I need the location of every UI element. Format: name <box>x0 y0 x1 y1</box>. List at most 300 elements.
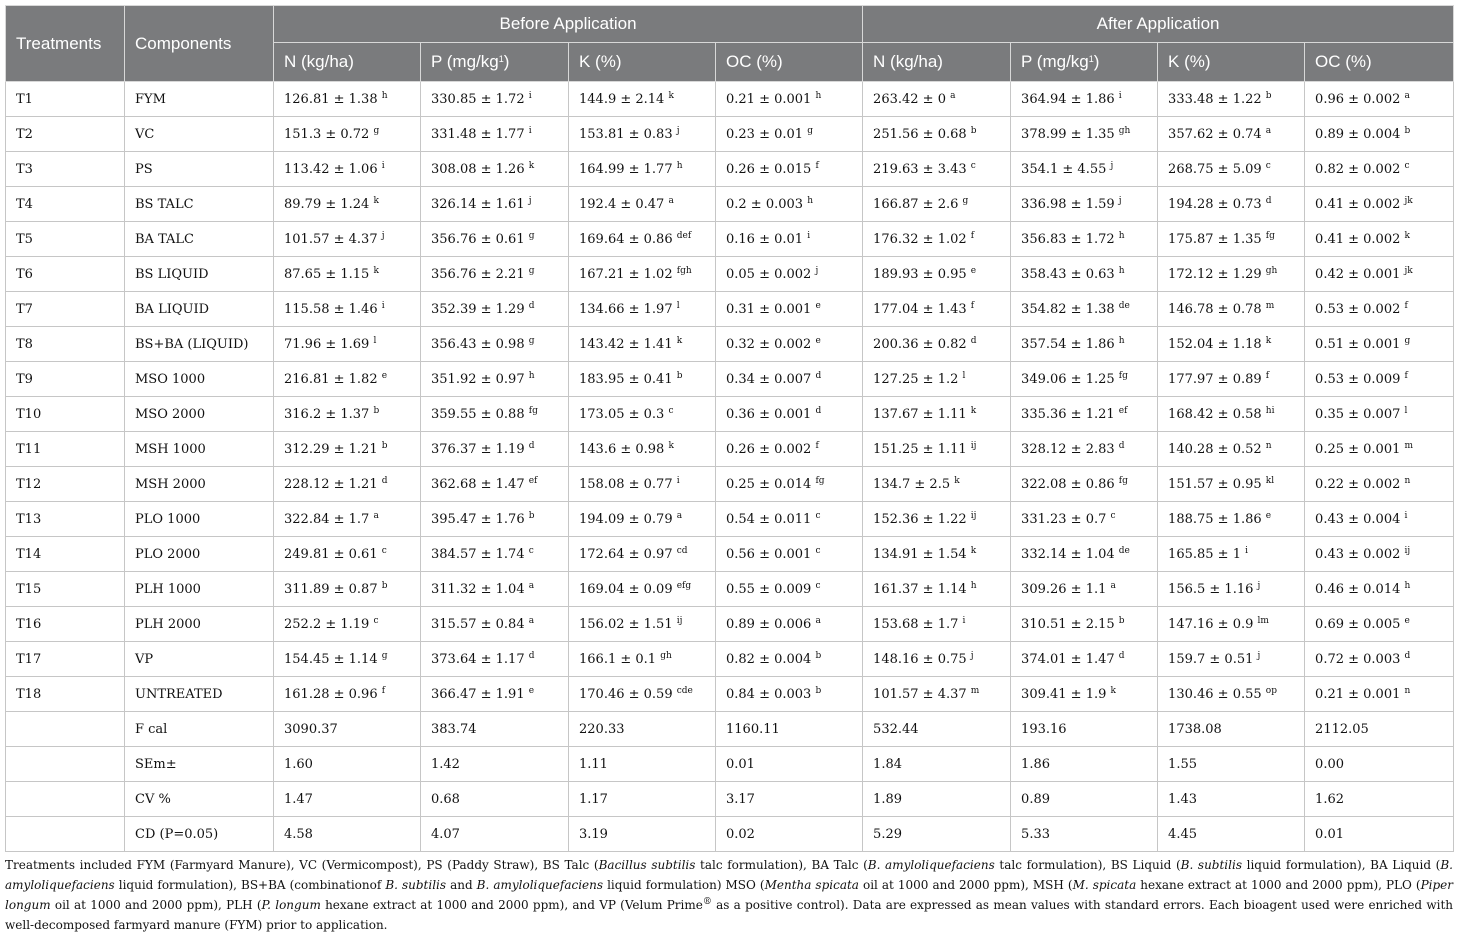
footnote-text: talc formulation), BA Talc ( <box>695 858 868 872</box>
after-k-cell <box>1158 537 1305 572</box>
significance-letter: jk <box>1404 195 1413 206</box>
before-k-cell <box>569 292 716 327</box>
significance-letter: n <box>1404 685 1411 696</box>
value: 315.57 ± 0.84 <box>431 616 525 632</box>
treatment-cell: T4 <box>6 187 125 222</box>
significance-letter: c <box>1404 160 1410 171</box>
significance-letter: i <box>381 300 385 311</box>
before-k-cell <box>569 432 716 467</box>
significance-letter: j <box>1257 650 1261 661</box>
before-oc-cell <box>716 607 863 642</box>
significance-letter: i <box>528 125 532 136</box>
value: 189.93 ± 0.95 <box>873 266 967 282</box>
before-n-cell <box>274 257 421 292</box>
significance-letter: d <box>1404 650 1411 661</box>
value: 0.82 ± 0.004 <box>726 651 812 667</box>
after-p-cell <box>1011 327 1158 362</box>
value: 156.02 ± 1.51 <box>579 616 673 632</box>
value: 0.23 ± 0.01 <box>726 126 804 142</box>
after-n-cell <box>863 362 1011 397</box>
significance-letter: n <box>1265 440 1272 451</box>
value: 336.98 ± 1.59 <box>1021 196 1115 212</box>
significance-letter: f <box>970 300 975 311</box>
value: 143.6 ± 0.98 <box>579 441 665 457</box>
footnote-species: B. amyloliquefaciens <box>5 858 1453 892</box>
before-k-cell <box>569 222 716 257</box>
significance-letter: def <box>676 230 692 241</box>
significance-letter: e <box>970 265 977 276</box>
before-oc-cell <box>716 327 863 362</box>
value: 330.85 ± 1.72 <box>431 91 525 107</box>
before-k-cell <box>569 362 716 397</box>
value: 170.46 ± 0.59 <box>579 686 673 702</box>
before-p-cell <box>421 397 569 432</box>
component-cell: MSO 1000 <box>125 362 274 397</box>
significance-letter: h <box>807 195 813 206</box>
after-oc-cell <box>1305 152 1454 187</box>
stats-value: 1.11 <box>569 747 716 782</box>
after-oc-cell <box>1305 572 1454 607</box>
table-row <box>6 537 1454 572</box>
value: 134.7 ± 2.5 <box>873 476 951 492</box>
significance-letter: efg <box>676 580 692 591</box>
significance-letter: i <box>1118 90 1122 101</box>
value: 0.56 ± 0.001 <box>726 546 812 562</box>
value: 0.43 ± 0.004 <box>1315 511 1401 527</box>
after-n-cell <box>863 642 1011 677</box>
significance-letter: f <box>381 685 386 696</box>
value: 101.57 ± 4.37 <box>873 686 967 702</box>
value: 183.95 ± 0.41 <box>579 371 673 387</box>
value: 0.21 ± 0.001 <box>726 91 812 107</box>
value: 0.46 ± 0.014 <box>1315 581 1401 597</box>
header-before-p <box>421 43 569 82</box>
value: 374.01 ± 1.47 <box>1021 651 1115 667</box>
significance-letter: i <box>1404 510 1408 521</box>
after-n-cell <box>863 432 1011 467</box>
before-oc-cell <box>716 362 863 397</box>
significance-letter: f <box>1265 370 1270 381</box>
significance-letter: ij <box>970 510 977 521</box>
value: 311.32 ± 1.04 <box>431 581 525 597</box>
header-p-close: ) <box>503 52 510 71</box>
before-n-cell <box>274 292 421 327</box>
value: 0.26 ± 0.015 <box>726 161 812 177</box>
stats-value: 0.01 <box>716 747 863 782</box>
significance-letter: c <box>528 545 534 556</box>
footnote-text: oil at 1000 and 2000 ppm), PLH ( <box>50 898 262 912</box>
value: 359.55 ± 0.88 <box>431 406 525 422</box>
value: 177.04 ± 1.43 <box>873 301 967 317</box>
before-k-cell <box>569 397 716 432</box>
value: 166.1 ± 0.1 <box>579 651 657 667</box>
footnote-text: talc formulation), BS Liquid ( <box>994 858 1181 872</box>
value: 194.28 ± 0.73 <box>1168 196 1262 212</box>
treatment-cell: T18 <box>6 677 125 712</box>
component-cell: BA TALC <box>125 222 274 257</box>
stats-value: 3090.37 <box>274 712 421 747</box>
significance-letter: fg <box>1118 475 1128 486</box>
stats-value: 1.47 <box>274 782 421 817</box>
before-p-cell <box>421 257 569 292</box>
before-oc-cell <box>716 117 863 152</box>
after-p-cell <box>1011 362 1158 397</box>
value: 130.46 ± 0.55 <box>1168 686 1262 702</box>
after-p-cell <box>1011 502 1158 537</box>
component-cell: BS LIQUID <box>125 257 274 292</box>
value: 0.53 ± 0.009 <box>1315 371 1401 387</box>
significance-letter: l <box>962 370 966 381</box>
stats-value: 1.84 <box>863 747 1011 782</box>
before-n-cell <box>274 432 421 467</box>
after-p-cell <box>1011 292 1158 327</box>
before-n-cell <box>274 677 421 712</box>
after-k-cell <box>1158 467 1305 502</box>
table-row <box>6 362 1454 397</box>
value: 395.47 ± 1.76 <box>431 511 525 527</box>
significance-letter: j <box>1110 160 1114 171</box>
after-k-cell <box>1158 257 1305 292</box>
component-cell: VP <box>125 642 274 677</box>
before-oc-cell <box>716 572 863 607</box>
significance-letter: i <box>962 615 966 626</box>
significance-letter: gh <box>1118 125 1131 136</box>
stats-row <box>6 712 1454 747</box>
header-p-superscript: 1 <box>498 54 504 64</box>
significance-letter: k <box>373 195 379 206</box>
after-n-cell <box>863 537 1011 572</box>
value: 326.14 ± 1.61 <box>431 196 525 212</box>
treatment-cell: T13 <box>6 502 125 537</box>
before-n-cell <box>274 362 421 397</box>
significance-letter: m <box>1404 440 1414 451</box>
value: 156.5 ± 1.16 <box>1168 581 1254 597</box>
value: 364.94 ± 1.86 <box>1021 91 1115 107</box>
after-oc-cell <box>1305 607 1454 642</box>
significance-letter: ij <box>676 615 683 626</box>
treatment-cell: T9 <box>6 362 125 397</box>
significance-letter: h <box>1404 580 1411 591</box>
after-n-cell <box>863 502 1011 537</box>
value: 309.26 ± 1.1 <box>1021 581 1107 597</box>
after-n-cell <box>863 327 1011 362</box>
value: 0.54 ± 0.011 <box>726 511 812 527</box>
stats-value: 0.89 <box>1011 782 1158 817</box>
significance-letter: gh <box>1265 265 1278 276</box>
table-row <box>6 397 1454 432</box>
footnote-text: liquid formulation), BS+BA (combinationof <box>114 878 386 892</box>
significance-letter: kl <box>1265 475 1275 486</box>
significance-letter: d <box>970 335 977 346</box>
significance-letter: b <box>1404 125 1411 136</box>
component-cell: MSH 1000 <box>125 432 274 467</box>
stats-value: 1.62 <box>1305 782 1454 817</box>
before-k-cell <box>569 607 716 642</box>
value: 0.43 ± 0.002 <box>1315 546 1401 562</box>
component-cell: PLH 2000 <box>125 607 274 642</box>
after-oc-cell <box>1305 187 1454 222</box>
value: 0.96 ± 0.002 <box>1315 91 1401 107</box>
value: 309.41 ± 1.9 <box>1021 686 1107 702</box>
significance-letter: i <box>528 90 532 101</box>
header-p-close: ) <box>1093 52 1100 71</box>
stats-label: CD (P=0.05) <box>125 817 274 852</box>
value: 373.64 ± 1.17 <box>431 651 525 667</box>
treatment-cell: T3 <box>6 152 125 187</box>
value: 0.84 ± 0.003 <box>726 686 812 702</box>
before-oc-cell <box>716 152 863 187</box>
value: 251.56 ± 0.68 <box>873 126 967 142</box>
significance-letter: f <box>970 230 975 241</box>
value: 87.65 ± 1.15 <box>284 266 370 282</box>
stats-value: 1.89 <box>863 782 1011 817</box>
before-p-cell <box>421 642 569 677</box>
before-n-cell <box>274 502 421 537</box>
value: 115.58 ± 1.46 <box>284 301 378 317</box>
treatment-cell: T11 <box>6 432 125 467</box>
value: 349.06 ± 1.25 <box>1021 371 1115 387</box>
table-row <box>6 327 1454 362</box>
before-oc-cell <box>716 537 863 572</box>
value: 188.75 ± 1.86 <box>1168 511 1262 527</box>
stats-empty-cell <box>6 817 125 852</box>
significance-letter: a <box>1404 90 1410 101</box>
significance-letter: d <box>528 440 535 451</box>
significance-letter: d <box>815 370 822 381</box>
before-oc-cell <box>716 292 863 327</box>
stats-value: 3.17 <box>716 782 863 817</box>
significance-letter: ij <box>970 440 977 451</box>
value: 89.79 ± 1.24 <box>284 196 370 212</box>
before-k-cell <box>569 572 716 607</box>
after-oc-cell <box>1305 677 1454 712</box>
stats-value: 4.45 <box>1158 817 1305 852</box>
stats-value: 532.44 <box>863 712 1011 747</box>
significance-letter: g <box>528 265 535 276</box>
after-p-cell <box>1011 537 1158 572</box>
before-p-cell <box>421 607 569 642</box>
value: 0.21 ± 0.001 <box>1315 686 1401 702</box>
footnote-species: B. amyloliquefaciens <box>867 858 995 872</box>
value: 357.62 ± 0.74 <box>1168 126 1262 142</box>
after-k-cell <box>1158 502 1305 537</box>
value: 354.1 ± 4.55 <box>1021 161 1107 177</box>
value: 384.57 ± 1.74 <box>431 546 525 562</box>
value: 0.41 ± 0.002 <box>1315 196 1401 212</box>
table-row <box>6 432 1454 467</box>
value: 154.45 ± 1.14 <box>284 651 378 667</box>
component-cell: BS TALC <box>125 187 274 222</box>
header-after-n: N (kg/ha) <box>863 43 1011 82</box>
table-row <box>6 187 1454 222</box>
footnote-text: liquid formulation) MSO ( <box>603 878 765 892</box>
value: 0.22 ± 0.002 <box>1315 476 1401 492</box>
stats-value: 0.68 <box>421 782 569 817</box>
significance-letter: op <box>1265 685 1277 696</box>
footnote-text: hexane extract at 1000 and 2000 ppm), and VP (Velum Prime <box>320 898 703 912</box>
after-k-cell <box>1158 292 1305 327</box>
before-k-cell <box>569 642 716 677</box>
header-row-groups <box>6 6 1454 43</box>
stats-empty-cell <box>6 712 125 747</box>
component-cell: VC <box>125 117 274 152</box>
value: 362.68 ± 1.47 <box>431 476 525 492</box>
before-oc-cell <box>716 82 863 117</box>
significance-letter: j <box>1118 195 1122 206</box>
significance-letter: k <box>676 335 683 346</box>
value: 200.36 ± 0.82 <box>873 336 967 352</box>
value: 312.29 ± 1.21 <box>284 441 378 457</box>
before-n-cell <box>274 187 421 222</box>
after-k-cell <box>1158 677 1305 712</box>
before-oc-cell <box>716 187 863 222</box>
significance-letter: b <box>528 510 535 521</box>
significance-letter: e <box>815 300 821 311</box>
value: 376.37 ± 1.19 <box>431 441 525 457</box>
after-p-cell <box>1011 572 1158 607</box>
significance-letter: a <box>676 510 683 521</box>
footnote-text: oil at 1000 and 2000 ppm), MSH ( <box>858 878 1073 892</box>
value: 173.05 ± 0.3 <box>579 406 665 422</box>
significance-letter: c <box>381 545 387 556</box>
after-p-cell <box>1011 467 1158 502</box>
significance-letter: d <box>1118 650 1125 661</box>
value: 134.91 ± 1.54 <box>873 546 967 562</box>
value: 161.28 ± 0.96 <box>284 686 378 702</box>
value: 151.3 ± 0.72 <box>284 126 370 142</box>
significance-letter: k <box>954 475 960 486</box>
significance-letter: d <box>528 300 535 311</box>
after-k-cell <box>1158 222 1305 257</box>
before-n-cell <box>274 152 421 187</box>
after-oc-cell <box>1305 257 1454 292</box>
treatment-cell: T5 <box>6 222 125 257</box>
significance-letter: c <box>970 160 976 171</box>
footnote-text: as a positive control). Data are expressed as mean values with standard errors. Each bioagent used were enriched with well-decomposed farmyard manure (FYM) prior to application. <box>5 898 1454 932</box>
after-n-cell <box>863 187 1011 222</box>
value: 0.26 ± 0.002 <box>726 441 812 457</box>
significance-letter: e <box>815 335 821 346</box>
table-row <box>6 152 1454 187</box>
value: 378.99 ± 1.35 <box>1021 126 1115 142</box>
significance-letter: d <box>815 405 822 416</box>
before-n-cell <box>274 537 421 572</box>
value: 169.04 ± 0.09 <box>579 581 673 597</box>
significance-letter: b <box>815 650 822 661</box>
after-oc-cell <box>1305 537 1454 572</box>
significance-letter: c <box>815 580 821 591</box>
value: 168.42 ± 0.58 <box>1168 406 1262 422</box>
table-row <box>6 502 1454 537</box>
stats-value: 383.74 <box>421 712 569 747</box>
before-p-cell <box>421 362 569 397</box>
significance-letter: g <box>528 230 535 241</box>
after-k-cell <box>1158 362 1305 397</box>
header-components: Components <box>125 6 274 82</box>
value: 263.42 ± 0 <box>873 91 946 107</box>
header-before-application: Before Application <box>274 6 863 43</box>
significance-letter: h <box>1118 230 1125 241</box>
stats-value: 5.33 <box>1011 817 1158 852</box>
value: 148.16 ± 0.75 <box>873 651 967 667</box>
before-n-cell <box>274 572 421 607</box>
header-treatments: Treatments <box>6 6 125 82</box>
significance-letter: k <box>373 265 379 276</box>
component-cell: BS+BA (LIQUID) <box>125 327 274 362</box>
value: 228.12 ± 1.21 <box>284 476 378 492</box>
before-p-cell <box>421 572 569 607</box>
value: 152.36 ± 1.22 <box>873 511 967 527</box>
value: 172.64 ± 0.97 <box>579 546 673 562</box>
significance-letter: l <box>373 335 377 346</box>
value: 311.89 ± 0.87 <box>284 581 378 597</box>
value: 335.36 ± 1.21 <box>1021 406 1115 422</box>
significance-letter: j <box>528 195 532 206</box>
table-header <box>6 6 1454 82</box>
treatment-cell: T6 <box>6 257 125 292</box>
significance-letter: i <box>1245 545 1248 556</box>
value: 0.69 ± 0.005 <box>1315 616 1401 632</box>
significance-letter: g <box>528 335 535 346</box>
component-cell: BA LIQUID <box>125 292 274 327</box>
value: 356.83 ± 1.72 <box>1021 231 1115 247</box>
value: 143.42 ± 1.41 <box>579 336 673 352</box>
significance-letter: j <box>970 650 974 661</box>
significance-letter: h <box>528 370 535 381</box>
value: 0.41 ± 0.002 <box>1315 231 1401 247</box>
significance-letter: c <box>1265 160 1271 171</box>
before-oc-cell <box>716 397 863 432</box>
stats-value: 1.60 <box>274 747 421 782</box>
after-k-cell <box>1158 607 1305 642</box>
value: 0.42 ± 0.001 <box>1315 266 1401 282</box>
treatment-cell: T15 <box>6 572 125 607</box>
value: 175.87 ± 1.35 <box>1168 231 1262 247</box>
after-n-cell <box>863 292 1011 327</box>
significance-letter: a <box>373 510 379 521</box>
after-oc-cell <box>1305 397 1454 432</box>
after-k-cell <box>1158 642 1305 677</box>
footnote-species: B. amyloliquefaciens <box>476 878 604 892</box>
value: 331.23 ± 0.7 <box>1021 511 1107 527</box>
value: 219.63 ± 3.43 <box>873 161 967 177</box>
significance-letter: h <box>676 160 683 171</box>
treatment-cell: T17 <box>6 642 125 677</box>
table-row <box>6 607 1454 642</box>
significance-letter: ij <box>1404 545 1411 556</box>
after-k-cell <box>1158 117 1305 152</box>
stats-value: 1.55 <box>1158 747 1305 782</box>
significance-letter: c <box>815 510 821 521</box>
value: 308.08 ± 1.26 <box>431 161 525 177</box>
after-oc-cell <box>1305 327 1454 362</box>
significance-letter: de <box>1118 545 1130 556</box>
significance-letter: b <box>676 370 683 381</box>
after-p-cell <box>1011 257 1158 292</box>
significance-letter: fgh <box>676 265 692 276</box>
before-p-cell <box>421 152 569 187</box>
table-row <box>6 257 1454 292</box>
significance-letter: g <box>807 125 813 136</box>
before-p-cell <box>421 292 569 327</box>
stats-value: 1738.08 <box>1158 712 1305 747</box>
value: 0.89 ± 0.006 <box>726 616 812 632</box>
value: 151.25 ± 1.11 <box>873 441 967 457</box>
value: 0.32 ± 0.002 <box>726 336 812 352</box>
after-n-cell <box>863 677 1011 712</box>
stats-value: 1.17 <box>569 782 716 817</box>
footnote-text: liquid formulation), BA Liquid ( <box>1241 858 1441 872</box>
